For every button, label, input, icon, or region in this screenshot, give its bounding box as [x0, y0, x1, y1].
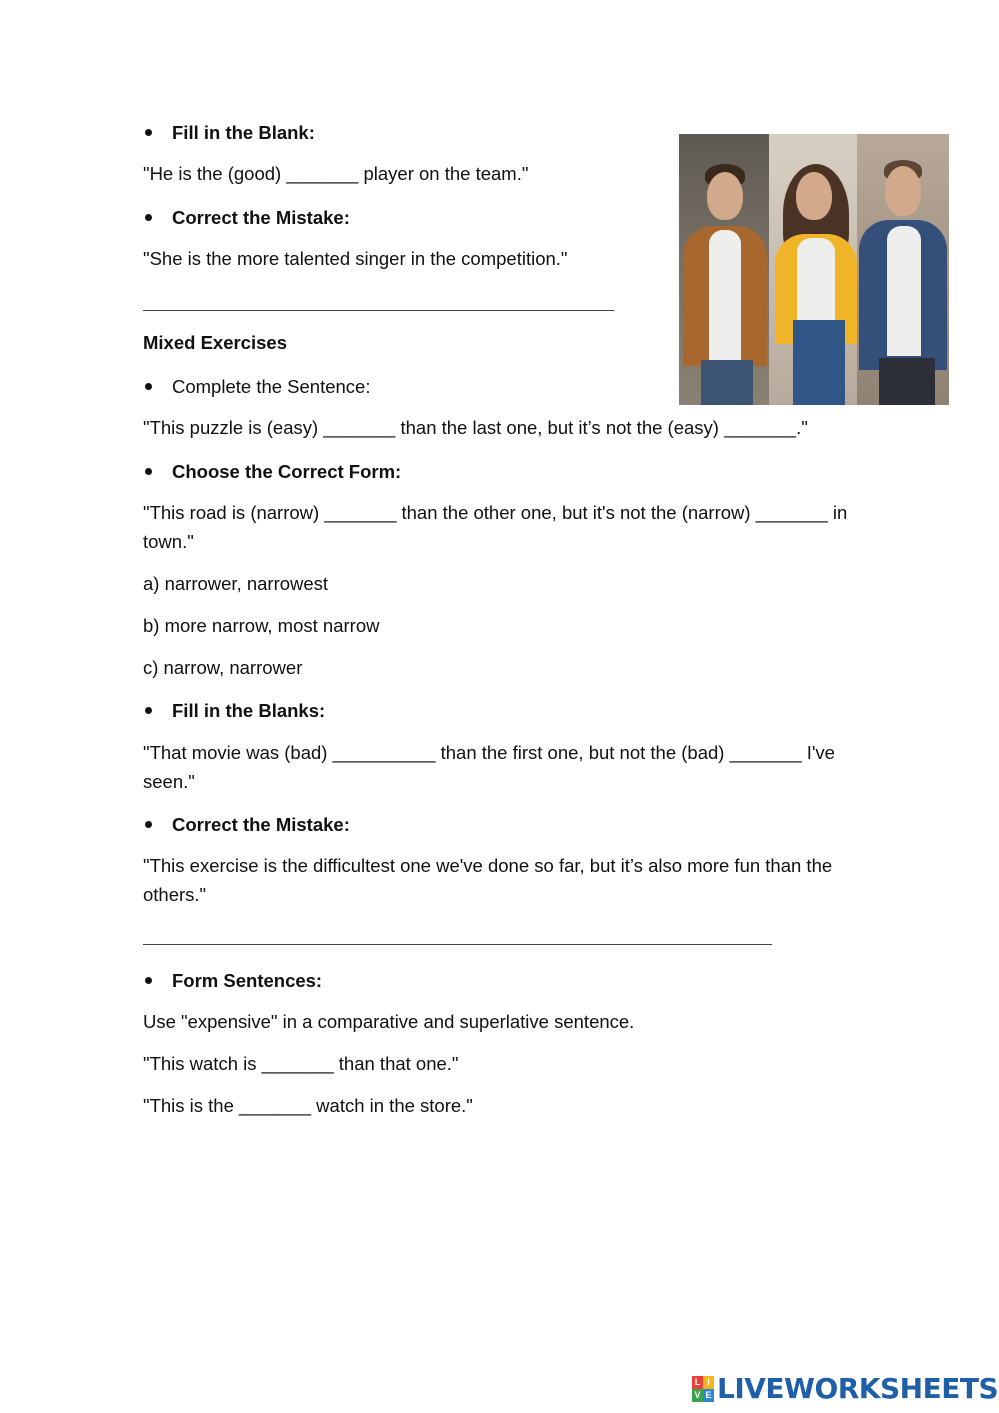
- liveworksheets-logo: [692, 1372, 998, 1406]
- bullet-fill-in-blank: [143, 121, 315, 145]
- logo-letter: I: [703, 1376, 714, 1389]
- bullet-dot-icon: [145, 468, 152, 475]
- section-heading: Mixed Exercises: [143, 332, 287, 353]
- exercise-sentence: "That movie was (bad) __________ than the first one, but not the (bad) _______ I've seen.": [143, 742, 835, 792]
- bullet-dot-icon: [145, 383, 152, 390]
- exercise-sentence: "This road is (narrow) _______ than the other one, but it's not the (narrow) _______ in town.": [143, 502, 848, 552]
- exercise-sentence: "This watch is _______ than that one.": [143, 1053, 459, 1074]
- exercise-sentence: "This puzzle is (easy) _______ than the last one, but it’s not the (easy) _______.": [143, 417, 808, 438]
- bullet-dot-icon: [145, 707, 152, 714]
- exercise-title: Choose the Correct Form:: [172, 461, 402, 482]
- bullet-fill-in-blanks: [143, 699, 325, 723]
- three-people-photo: [679, 134, 949, 405]
- exercise-title: Correct the Mistake:: [172, 207, 350, 228]
- exercise-title: Complete the Sentence:: [172, 376, 371, 397]
- bullet-correct-mistake: [143, 206, 350, 230]
- bullet-form-sentences: [143, 969, 322, 993]
- logo-letter: L: [692, 1376, 703, 1389]
- answer-line[interactable]: [143, 310, 614, 311]
- logo-letter: V: [692, 1389, 703, 1402]
- exercise-title: Form Sentences:: [172, 970, 323, 991]
- option-c[interactable]: c) narrow, narrower: [143, 657, 303, 678]
- exercise-title: Correct the Mistake:: [172, 814, 350, 835]
- answer-line[interactable]: [143, 944, 772, 945]
- exercise-sentence: "This is the _______ watch in the store.": [143, 1095, 473, 1116]
- exercise-sentence: "He is the (good) _______ player on the team.": [143, 163, 529, 184]
- logo-mark-icon: [692, 1376, 714, 1402]
- exercise-title: Fill in the Blank:: [172, 122, 315, 143]
- logo-letter: E: [703, 1389, 714, 1402]
- bullet-complete-sentence: [143, 375, 371, 399]
- bullet-choose-correct-form: [143, 460, 401, 484]
- exercise-sentence: "This exercise is the difficultest one we've done so far, but it’s also more fun than the others.": [143, 855, 833, 905]
- exercise-title: Fill in the Blanks:: [172, 700, 326, 721]
- exercise-sentence: "She is the more talented singer in the competition.": [143, 248, 568, 269]
- bullet-dot-icon: [145, 214, 152, 221]
- bullet-dot-icon: [145, 821, 152, 828]
- option-b[interactable]: b) more narrow, most narrow: [143, 615, 380, 636]
- logo-text: LIVEWORKSHEETS: [717, 1372, 999, 1405]
- option-a[interactable]: a) narrower, narrowest: [143, 573, 329, 594]
- bullet-dot-icon: [145, 129, 152, 136]
- bullet-dot-icon: [145, 977, 152, 984]
- bullet-correct-mistake-2: [143, 813, 350, 837]
- exercise-instruction: Use "expensive" in a comparative and superlative sentence.: [143, 1011, 635, 1032]
